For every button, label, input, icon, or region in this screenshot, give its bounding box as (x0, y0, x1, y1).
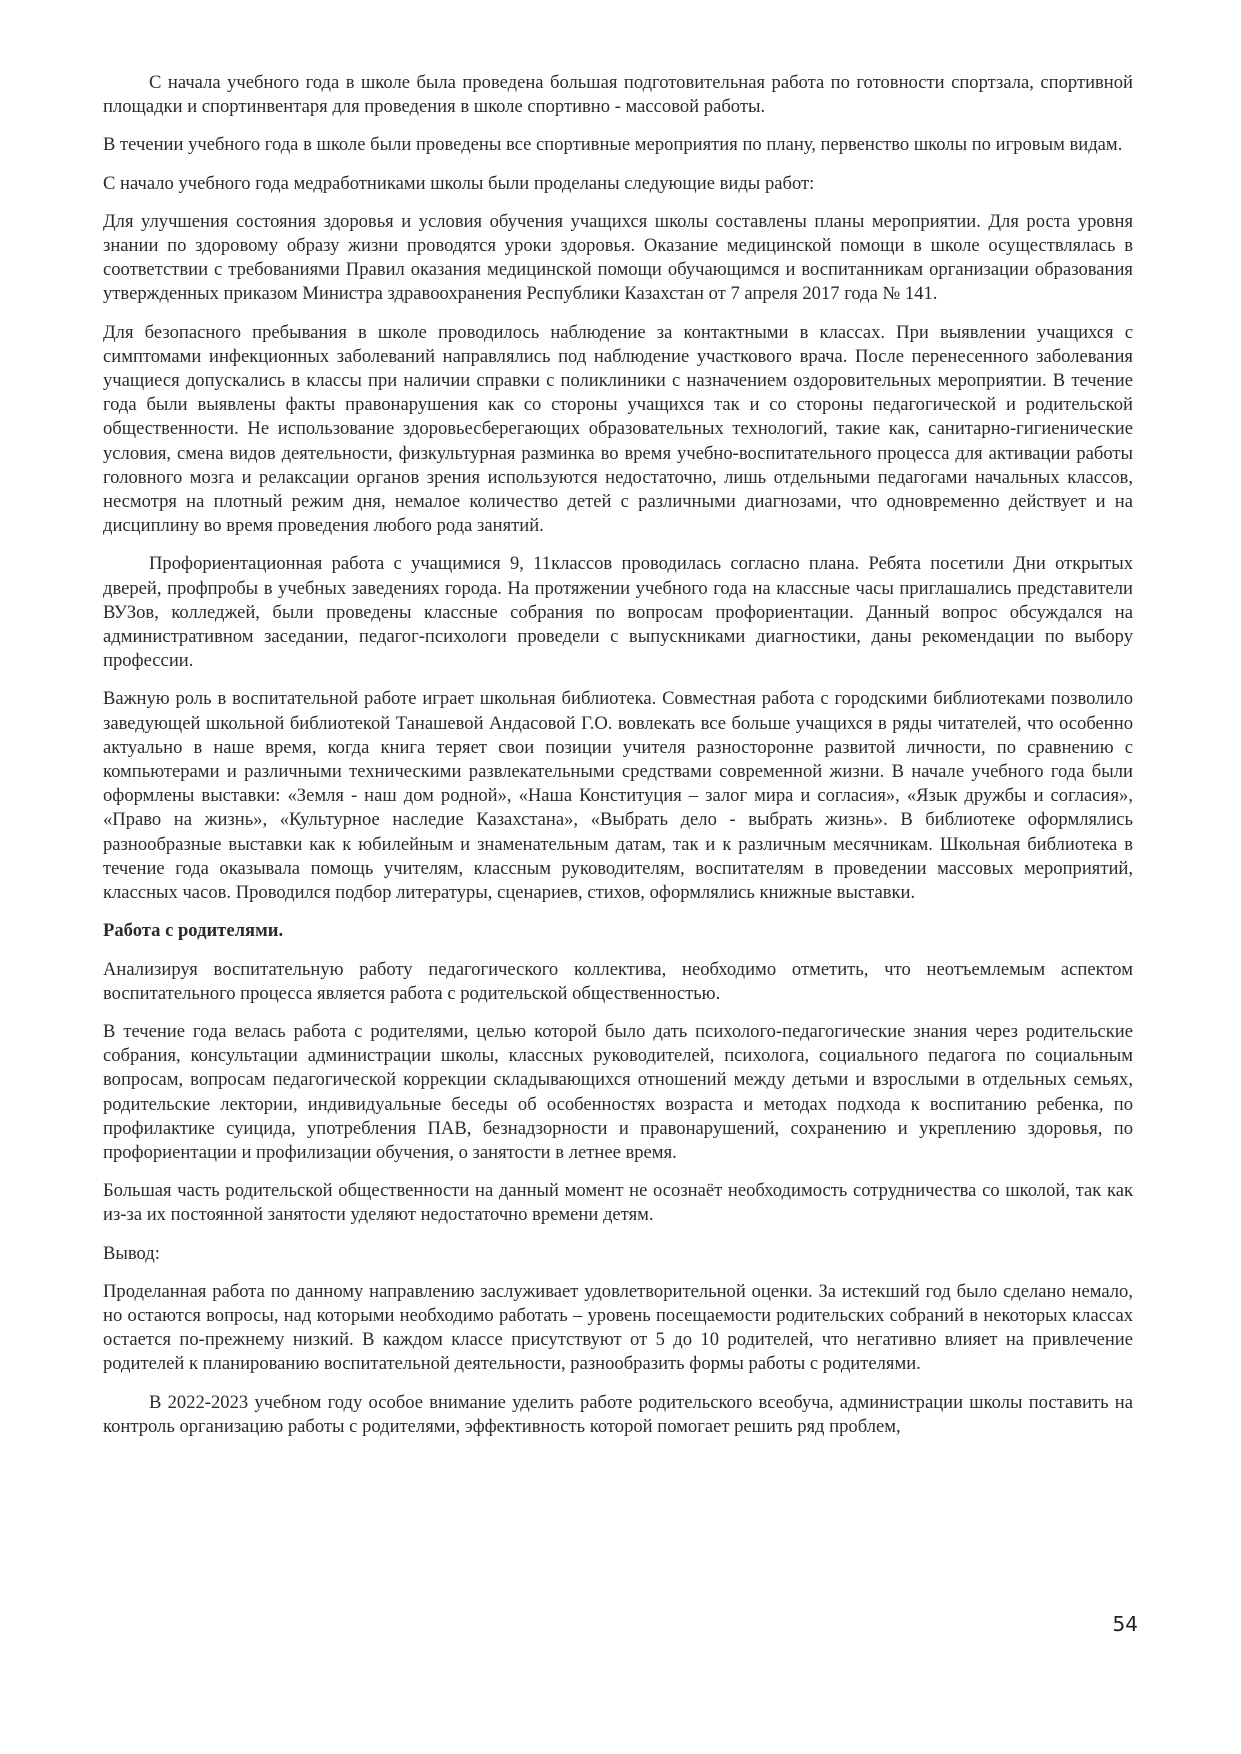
paragraph-sports-events: В течении учебного года в школе были проведены все спортивные мероприятия по плану, первенство школы по игровым видам. (103, 134, 1123, 156)
paragraph-sports-preparation: С начала учебного года в школе была проведена большая подготовительная работа по готовности спортзала, спортивной площадки и спортинвентаря для проведения в школе спортивно - массовой работы. (103, 72, 1133, 118)
paragraph-parents-awareness: Большая часть родительской общественности на данный момент не осознаёт необходимость сотрудничества со школой, так как из-за их постоянной занятости уделяют недостаточно времени детям. (103, 1180, 1133, 1226)
paragraph-library: Важную роль в воспитательной работе играет школьная библиотека. Совместная работа с городскими библиотеками позволило заведующей школьной библиотекой Танашевой Андасовой Г.О. вовлекать все больше учащихся в ряды читателей, что особенно актуально в наше время, когда книга теряет свои позиции учителя разносторонне развитой личности, по сравнению с компьютерами и различными техническими развлекательными средствами современной жизни. В начале учебного года были оформлены выставки: «Земля - наш дом родной», «Наша Конституция – залог мира и согласия», «Язык дружбы и согласия», «Право на жизнь», «Культурное наследие Казахстана», «Выбрать дело - выбрать жизнь». В библиотеке оформлялись разнообразные выставки как к юбилейным и знаменательным датам, так и к различным месячникам. Школьная библиотека в течение года оказывала помощь учителям, классным руководителям, воспитателям в проведении массовых мероприятий, классных часов. Проводился подбор литературы, сценариев, стихов, оформлялись книжные выставки. (103, 688, 1133, 904)
page-number: 54 (1112, 1612, 1138, 1636)
paragraph-parents-work: В течение года велась работа с родителями, целью которой было дать психолого-педагогические знания через родительские собрания, консультации администрации школы, классных руководителей, психолога, социального педагога по социальным вопросам, вопросам педагогической коррекции складывающихся отношений между детьми и взрослыми в отдельных семьях, родительские лектории, индивидуальные беседы об особенностях возраста и методах подхода к воспитанию ребенка, по профилактике суицида, употребления ПАВ, безнадзорности и правонарушений, сохранению и укреплению здоровья, по профориентации и профилизации обучения, о занятости в летнее время. (103, 1020, 1133, 1163)
paragraph-medical-intro: С начало учебного года медработниками школы были проделаны следующие виды работ: (103, 172, 815, 194)
paragraph-next-year: В 2022-2023 учебном году особое внимание уделить работе родительского всеобуча, администрации школы поставить на контроль организацию работы с родителями, эффективность которой помогает решить ряд проблем, (103, 1391, 1133, 1437)
paragraph-conclusion: Проделанная работа по данному направлению заслуживает удовлетворительной оценки. За истекший год было сделано немало, но остаются вопросы, над которыми необходимо работать – уровень посещаемости родительских собраний в некоторых классах остается по-прежнему низкий. В каждом классе присутствуют от 5 до 10 родителей, что негативно влияет на привлечение родителей к планированию воспитательной деятельности, разнообразить формы работы с родителями. (103, 1280, 1133, 1375)
paragraph-career-guidance: Профориентационная работа с учащимися 9, 11классов проводилась согласно плана. Ребята посетили Дни открытых дверей, профпробы в учебных заведениях города. На протяжении учебного года на классные часы приглашались представители ВУЗов, колледжей, были проведены классные собрания по вопросам профориентации. Данный вопрос обсуждался на административном заседании, педагог-психологи проведели с выпускниками диагностики, даны рекомендации по выбору профессии. (103, 553, 1133, 672)
document-page (103, 71, 1133, 1453)
paragraph-safe-stay: Для безопасного пребывания в школе проводилось наблюдение за контактными в классах. При выявлении учащихся с симптомами инфекционных заболеваний направлялись под наблюдение участкового врача. После перенесенного заболевания учащиеся допускались в классы при наличии справки с поликлиники с назначением оздоровительных мероприятии. В течение года были выявлены факты правонарушения как со стороны учащихся так и со стороны педагогической и родительской общественности. Не использование здоровьесберегающих образовательных технологий, такие как, санитарно-гигиенические условия, смена видов деятельности, физкультурная разминка во время учебно-воспитательного процесса для активации работы головного мозга и релаксации органов зрения используются недостаточно, лишь отдельными педагогами начальных классов, несмотря на плотный режим дня, немалое количество детей с различными диагнозами, что одновременно действует и на дисциплину во время проведения любого рода занятий. (103, 321, 1133, 537)
paragraph-health-plans: Для улучшения состояния здоровья и условия обучения учащихся школы составлены планы мероприятии. Для роста уровня знании по здоровому образу жизни проводятся уроки здоровья. Оказание медицинской помощи в школе осуществлялась в соответствии с требованиями Правил оказания медицинской помощи обучающимся и воспитанникам организации образования утвержденных приказом Министра здравоохранения Республики Казахстан от 7 апреля 2017 года № 141. (103, 210, 1133, 305)
paragraph-parents-analysis: Анализируя воспитательную работу педагогического коллектива, необходимо отметить, что неотъемлемым аспектом воспитательного процесса является работа с родительской общественностью. (103, 958, 1133, 1004)
section-heading-parents: Работа с родителями. (103, 920, 284, 942)
conclusion-label: Вывод: (103, 1242, 160, 1264)
